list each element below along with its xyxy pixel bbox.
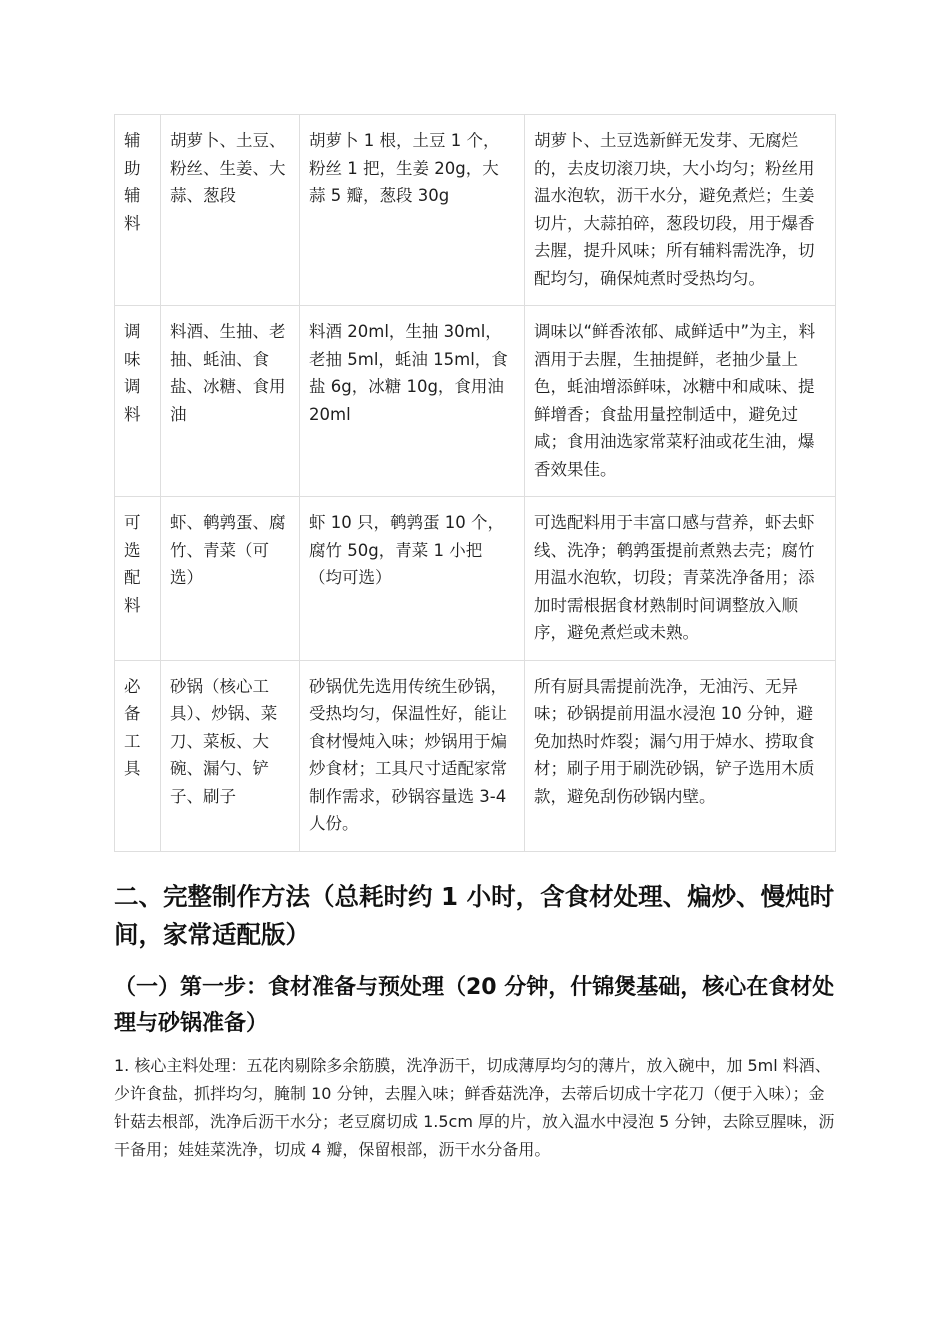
row-notes-cell: 胡萝卜、土豆选新鲜无发芽、无腐烂的，去皮切滚刀块，大小均匀；粉丝用温水泡软，沥干水分，避免煮烂；生姜切片，大蒜拍碎，葱段切段，用于爆香去腥，提升风味；所有辅料需洗净，切配均匀，确保炖煮时受热均匀。 — [525, 115, 836, 306]
step-paragraph: 1. 核心主料处理：五花肉剔除多余筋膜，洗净沥干，切成薄厚均匀的薄片，放入碗中，加 5ml 料酒、少许食盐，抓拌均匀，腌制 10 分钟，去腥入味；鲜香菇洗净，去蒂后切成十字花刀（便于入味）；金针菇去根部，洗净后沥干水分；老豆腐切成 1.5cm 厚的片，放入温水中浸泡 5 分钟，去除豆腥味，沥干备用；娃娃菜洗净，切成 4 瓣，保留根部，沥干水分备用。 — [114, 1055, 835, 1159]
row-items-cell: 砂锅（核心工具）、炒锅、菜刀、菜板、大碗、漏勺、铲子、刷子 — [161, 660, 300, 851]
document-page — [114, 114, 835, 1164]
row-amount-cell: 胡萝卜 1 根，土豆 1 个，粉丝 1 把，生姜 20g，大蒜 5 瓣，葱段 30g — [300, 115, 525, 306]
row-category-cell: 可选配料 — [115, 497, 161, 661]
row-items-cell: 胡萝卜、土豆、粉丝、生姜、大蒜、葱段 — [161, 115, 300, 306]
table-row — [115, 497, 836, 661]
table-row — [115, 115, 836, 306]
table-row — [115, 660, 836, 851]
row-category-cell: 调味调料 — [115, 306, 161, 497]
row-amount-cell: 料酒 20ml，生抽 30ml，老抽 5ml，蚝油 15ml，食盐 6g，冰糖 10g，食用油 20ml — [300, 306, 525, 497]
row-amount-cell: 虾 10 只，鹌鹑蛋 10 个，腐竹 50g，青菜 1 小把（均可选） — [300, 497, 525, 661]
row-notes-cell: 调味以“鲜香浓郁、咸鲜适中”为主，料酒用于去腥，生抽提鲜，老抽少量上色，蚝油增添鲜味，冰糖中和咸味、提鲜增香；食盐用量控制适中，避免过咸；食用油选家常菜籽油或花生油，爆香效果佳。 — [525, 306, 836, 497]
row-category-cell: 辅助辅料 — [115, 115, 161, 306]
step-heading: （一）第一步：食材准备与预处理（20 分钟，什锦煲基础，核心在食材处理与砂锅准备） — [114, 974, 835, 1036]
row-items-cell: 虾、鹌鹑蛋、腐竹、青菜（可选） — [161, 497, 300, 661]
table-row — [115, 306, 836, 497]
row-amount-cell: 砂锅优先选用传统生砂锅，受热均匀，保温性好，能让食材慢炖入味；炒锅用于煸炒食材；工具尺寸适配家常制作需求，砂锅容量选 3-4 人份。 — [300, 660, 525, 851]
ingredients-table — [114, 114, 836, 852]
row-notes-cell: 所有厨具需提前洗净，无油污、无异味；砂锅提前用温水浸泡 10 分钟，避免加热时炸裂；漏勺用于焯水、捞取食材；刷子用于刷洗砂锅，铲子选用木质款，避免刮伤砂锅内壁。 — [525, 660, 836, 851]
section-heading: 二、完整制作方法（总耗时约 1 小时，含食材处理、煸炒、慢炖时间，家常适配版） — [114, 881, 835, 949]
row-category-cell: 必备工具 — [115, 660, 161, 851]
row-items-cell: 料酒、生抽、老抽、蚝油、食盐、冰糖、食用油 — [161, 306, 300, 497]
row-notes-cell: 可选配料用于丰富口感与营养，虾去虾线、洗净；鹌鹑蛋提前煮熟去壳；腐竹用温水泡软，切段；青菜洗净备用；添加时需根据食材熟制时间调整放入顺序，避免煮烂或未熟。 — [525, 497, 836, 661]
